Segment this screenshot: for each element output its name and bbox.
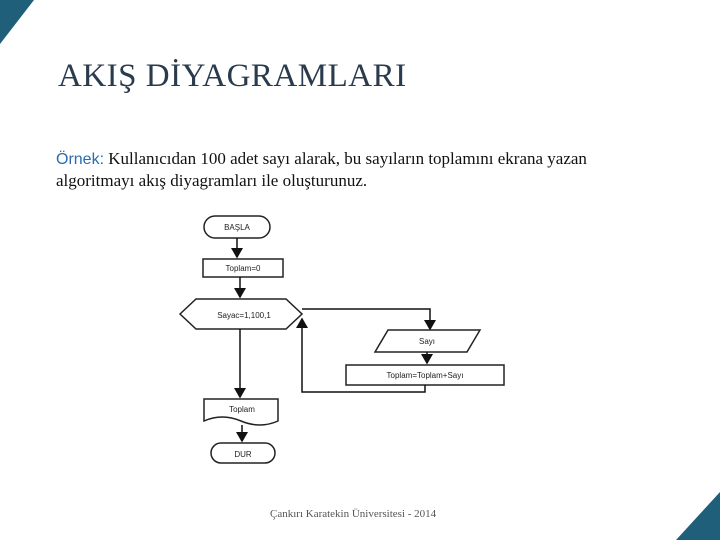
page-title: AKIŞ DİYAGRAMLARI xyxy=(58,58,407,94)
input-label: Sayı xyxy=(418,337,436,346)
corner-decoration-top-left xyxy=(0,0,34,44)
flowchart xyxy=(170,205,515,470)
loop-label: Sayac=1,100,1 xyxy=(217,311,271,320)
process-label: Toplam=Toplam+Sayı xyxy=(386,371,464,380)
init-label: Toplam=0 xyxy=(225,264,261,273)
footer-text: Çankırı Karatekin Üniversitesi - 2014 xyxy=(270,508,437,520)
start-label: BAŞLA xyxy=(224,223,250,232)
example-paragraph xyxy=(56,148,656,191)
arrow-loop-input xyxy=(302,309,430,329)
end-label: DUR xyxy=(234,450,252,459)
corner-decoration-bottom-right xyxy=(676,492,720,540)
output-label: Toplam xyxy=(229,405,255,414)
example-text: Kullanıcıdan 100 adet sayı alarak, bu sayıların toplamını ekrana yazan algoritmayı akış diyagramları ile oluşturunuz. xyxy=(56,149,587,190)
example-label: Örnek: xyxy=(56,151,105,168)
